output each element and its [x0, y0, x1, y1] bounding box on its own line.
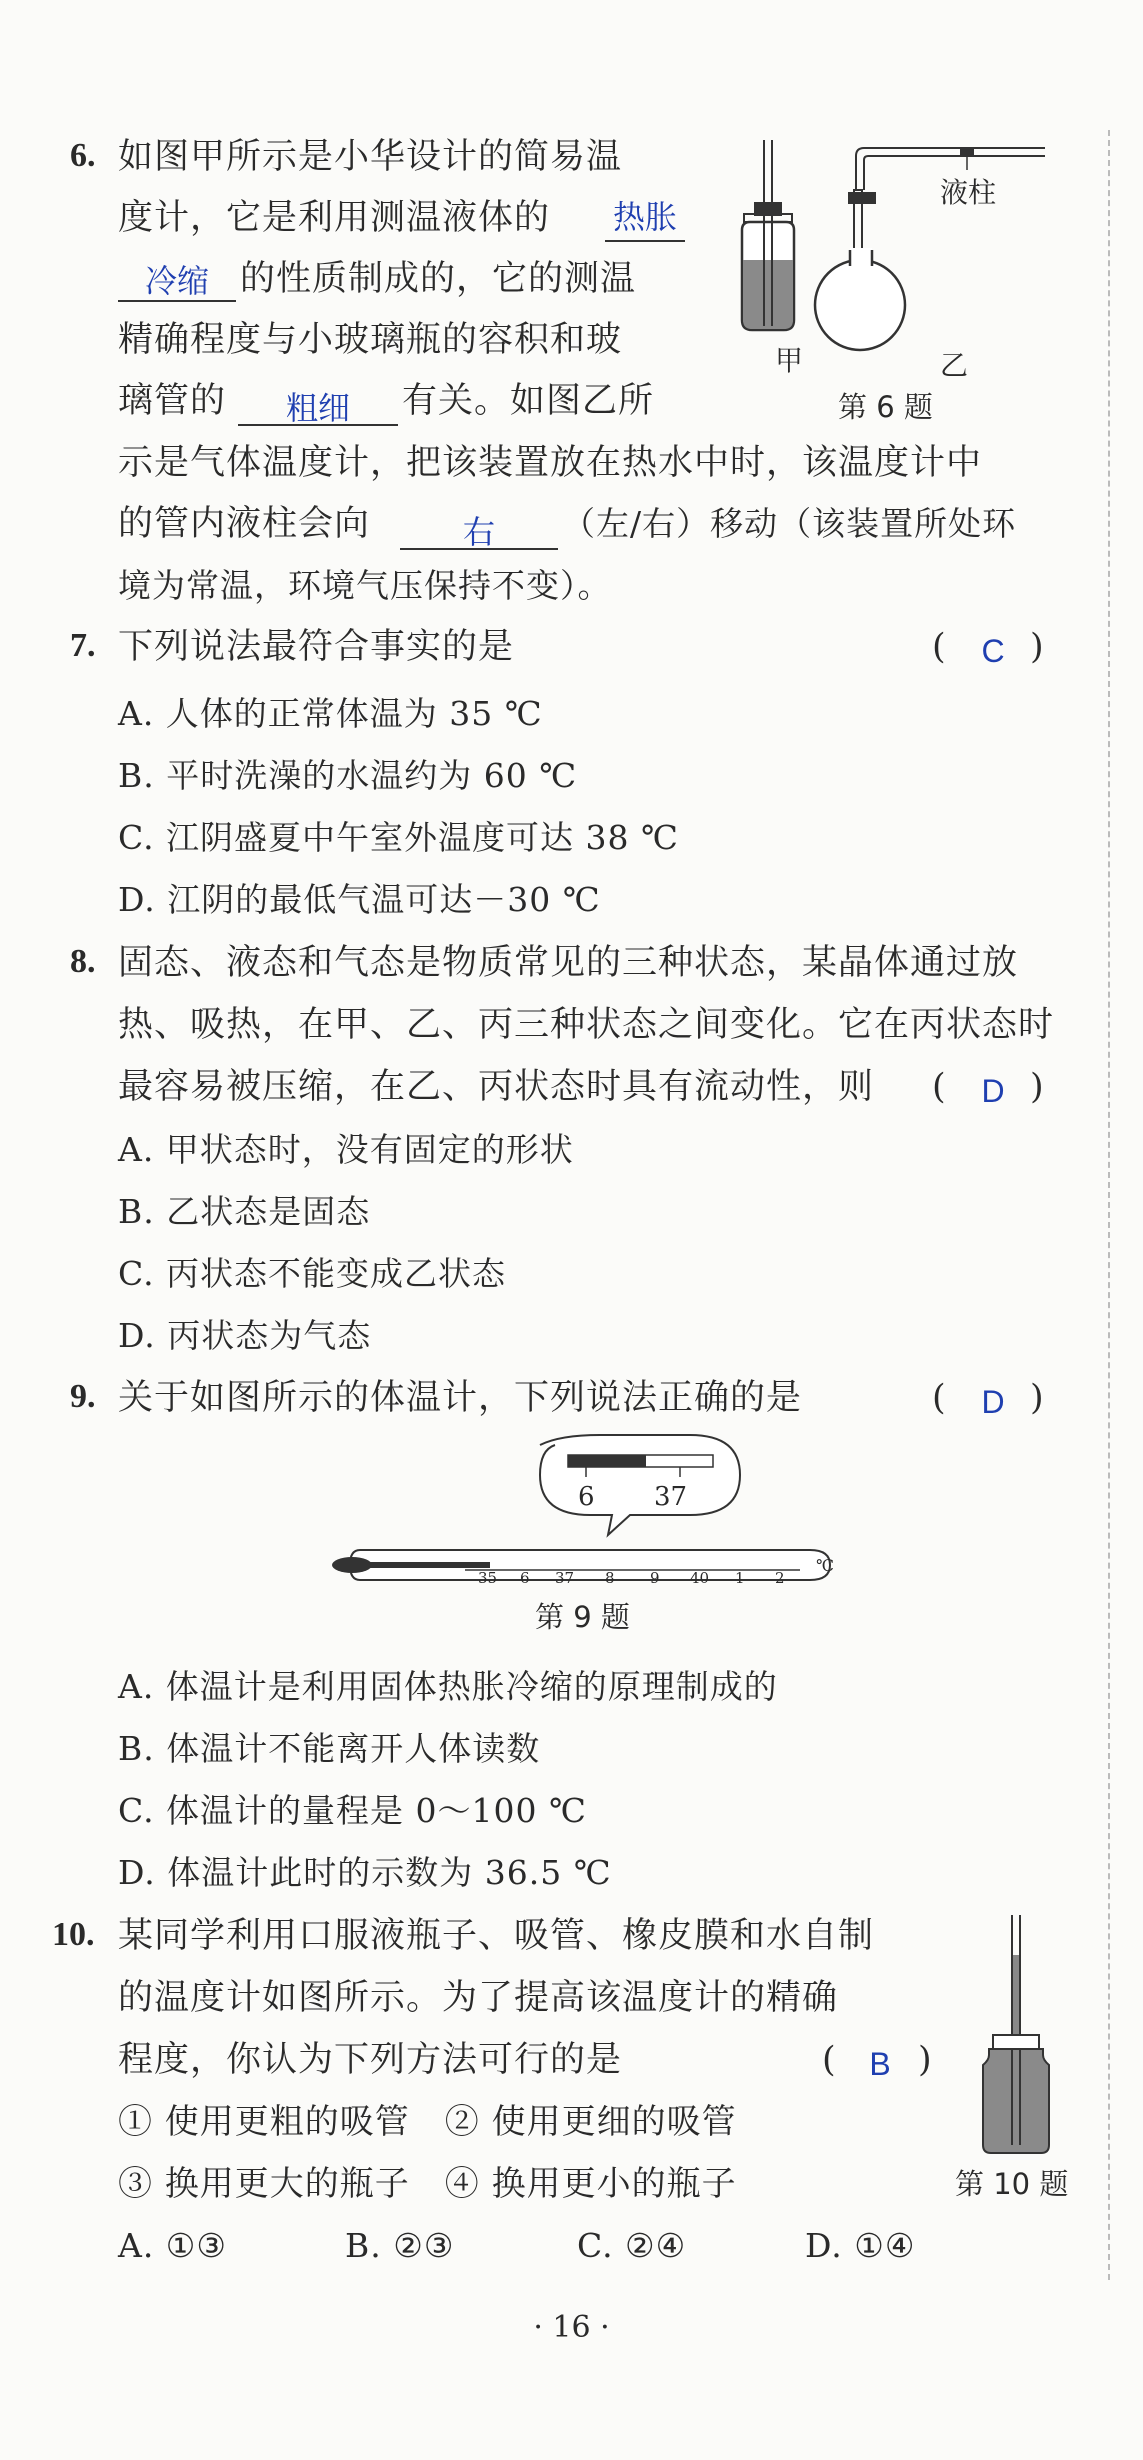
question-text: 程度，你认为下列方法可行的是: [118, 2040, 623, 2080]
figure-9-clinical-thermometer: [330, 1435, 850, 1605]
question-text: 精确程度与小玻璃瓶的容积和玻: [118, 320, 623, 360]
question-number: 9.: [70, 1378, 96, 1415]
option-c: C. ②④: [577, 2226, 687, 2265]
answer-paren-left: (: [932, 1378, 946, 1418]
scale-label: 37: [555, 1569, 575, 1587]
option-b: B. 乙状态是固态: [118, 1192, 371, 1231]
handwritten-answer: 右: [462, 514, 495, 550]
question-text: （左/右）移动（该装置所处环: [562, 504, 1017, 543]
option-c: C. 体温计的量程是 0～100 ℃: [118, 1791, 587, 1830]
scale-label: 2: [775, 1569, 785, 1587]
scale-label: 40: [690, 1569, 710, 1587]
question-text: 的管内液柱会向: [118, 504, 371, 544]
handwritten-answer: C: [981, 633, 1005, 669]
handwritten-answer: D: [981, 1073, 1005, 1109]
answer-paren-right: ): [1030, 1067, 1044, 1107]
option-d: D. ①④: [805, 2226, 916, 2265]
question-text: 示是气体温度计，把该装置放在热水中时，该温度计中: [118, 443, 983, 483]
answer-paren-right: ): [1030, 1378, 1044, 1418]
page-number: · 16 ·: [533, 2310, 610, 2345]
question-text: 如图甲所示是小华设计的简易温: [118, 137, 623, 177]
option-a: A. 人体的正常体温为 35 ℃: [118, 694, 543, 733]
option-c: C. 丙状态不能变成乙状态: [118, 1254, 507, 1293]
figure-caption: 第 6 题: [838, 390, 933, 424]
scale-label: 8: [605, 1569, 615, 1587]
question-text: 的性质制成的，它的测温: [240, 259, 637, 299]
question-text: 璃管的: [118, 381, 227, 421]
margin-dashed-line: [1108, 130, 1110, 2280]
scale-label: 35: [478, 1569, 498, 1587]
question-text: 某同学利用口服液瓶子、吸管、橡皮膜和水自制: [118, 1916, 875, 1956]
handwritten-answer: D: [981, 1384, 1005, 1420]
choice-list: ① 使用更粗的吸管 ② 使用更细的吸管: [118, 2102, 737, 2142]
option-b: B. ②③: [345, 2226, 455, 2265]
option-d: D. 江阴的最低气温可达－30 ℃: [118, 880, 601, 919]
scale-label: 9: [650, 1569, 660, 1587]
question-number: 8.: [70, 943, 96, 980]
answer-paren-left: (: [932, 1067, 946, 1107]
question-text: 有关。如图乙所: [402, 381, 655, 421]
answer-paren-right: ): [918, 2040, 932, 2080]
option-a: A. 体温计是利用固体热胀冷缩的原理制成的: [118, 1667, 778, 1706]
figure-10-bottle-thermometer: [975, 1915, 1065, 2165]
question-text: 固态、液态和气态是物质常见的三种状态，某晶体通过放: [118, 943, 1019, 983]
question-text: 境为常温，环境气压保持不变）。: [118, 566, 612, 605]
label-jia: 甲: [775, 344, 804, 377]
answer-paren-left: (: [822, 2040, 836, 2080]
choice-list: ③ 换用更大的瓶子 ④ 换用更小的瓶子: [118, 2164, 737, 2204]
question-text: 度计，它是利用测温液体的: [118, 198, 551, 238]
label-liquid-column: 液柱: [940, 176, 997, 209]
scale-unit: ℃: [816, 1556, 834, 1575]
scale-label: 1: [735, 1569, 745, 1587]
answer-paren-left: (: [932, 627, 946, 667]
option-b: B. 体温计不能离开人体读数: [118, 1729, 541, 1768]
question-number: 6.: [70, 137, 96, 174]
handwritten-answer: 粗细: [285, 390, 350, 426]
question-text: 关于如图所示的体温计，下列说法正确的是: [118, 1378, 803, 1418]
question-text: 热、吸热，在甲、乙、丙三种状态之间变化。它在丙状态时: [118, 1005, 1055, 1045]
answer-blank: [605, 240, 685, 242]
option-b: B. 平时洗澡的水温约为 60 ℃: [118, 756, 578, 795]
bubble-label-37: 37: [654, 1482, 688, 1512]
bubble-label-6: 6: [578, 1482, 595, 1512]
option-c: C. 江阴盛夏中午室外温度可达 38 ℃: [118, 818, 679, 857]
figure-caption: 第 10 题: [955, 2167, 1069, 2201]
answer-paren-right: ): [1030, 627, 1044, 667]
scale-label: 6: [520, 1569, 530, 1587]
handwritten-answer: 冷缩: [144, 263, 209, 299]
question-text: 最容易被压缩，在乙、丙状态时具有流动性，则: [118, 1067, 875, 1107]
option-a: A. 甲状态时，没有固定的形状: [118, 1130, 574, 1169]
question-text: 的温度计如图所示。为了提高该温度计的精确: [118, 1978, 839, 2018]
option-d: D. 丙状态为气态: [118, 1316, 372, 1355]
question-number: 7.: [70, 627, 96, 664]
option-a: A. ①③: [118, 2226, 227, 2265]
figure-caption: 第 9 题: [535, 1600, 630, 1634]
label-yi: 乙: [940, 349, 969, 382]
handwritten-answer: B: [869, 2046, 891, 2082]
question-text: 下列说法最符合事实的是: [118, 627, 515, 667]
option-d: D. 体温计此时的示数为 36.5 ℃: [118, 1853, 612, 1892]
handwritten-answer: 热胀: [612, 199, 677, 235]
question-number: 10.: [52, 1916, 95, 1953]
